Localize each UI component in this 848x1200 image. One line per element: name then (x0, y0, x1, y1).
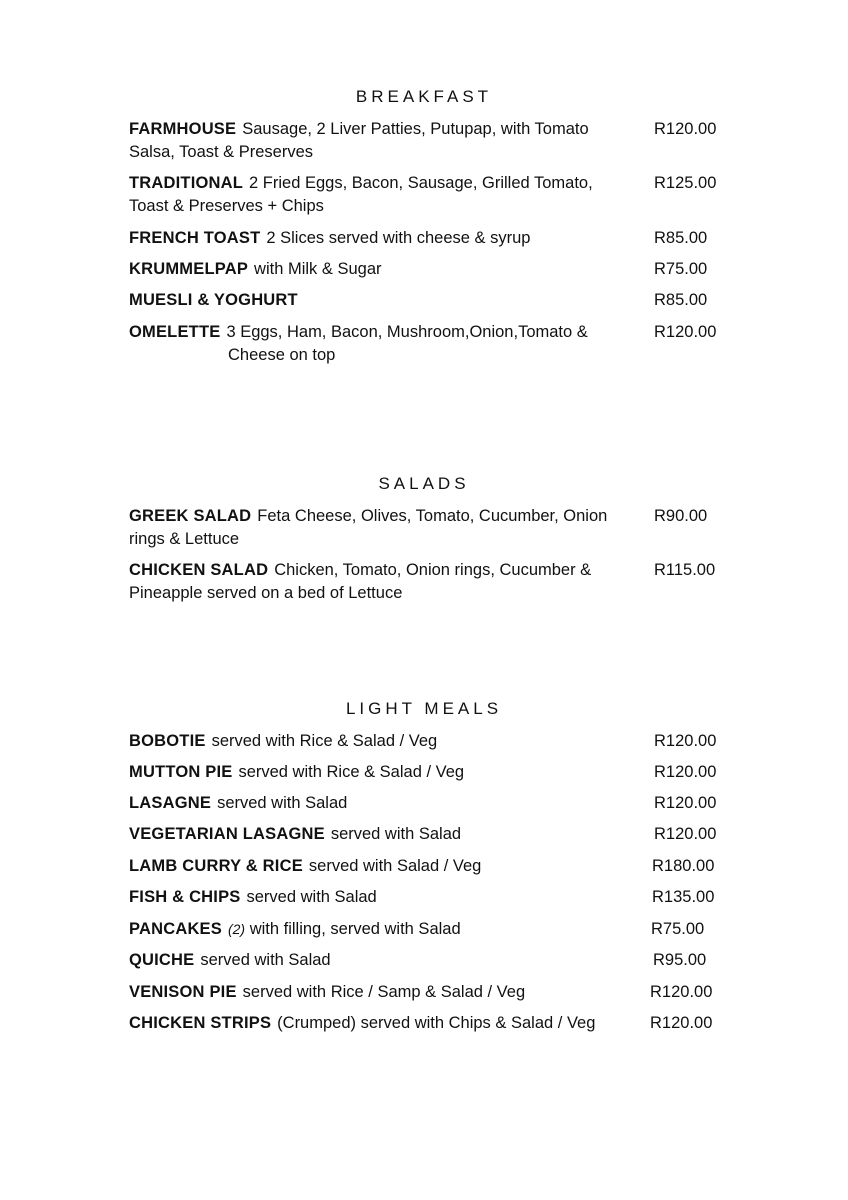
item-name: CHICKEN STRIPS (129, 1014, 272, 1032)
item-price: R95.00 (653, 951, 707, 969)
item-name: MUESLI & YOGHURT (129, 291, 298, 309)
menu-item-quiche (129, 949, 729, 972)
item-name: FARMHOUSE (129, 120, 237, 138)
menu-item-fish-chips (129, 886, 729, 909)
item-price: R115.00 (654, 561, 716, 579)
item-name: VENISON PIE (129, 983, 237, 1001)
item-name: OMELETTE (129, 323, 221, 341)
menu-item-bobotie (129, 730, 729, 753)
item-price: R120.00 (654, 120, 717, 138)
item-price: R90.00 (654, 507, 708, 525)
item-name: MUTTON PIE (129, 763, 233, 781)
item-quantity-note: (2) (227, 921, 246, 937)
item-price: R120.00 (654, 794, 717, 812)
salads-heading: SALADS (378, 474, 470, 493)
item-description: Feta Cheese, Olives, Tomato, Cucumber, Onion rings & Lettuce (129, 507, 608, 548)
item-description: served with Salad (217, 794, 348, 812)
menu-item-lasagne (129, 792, 729, 815)
item-price: R120.00 (650, 1014, 713, 1032)
item-description: 2 Slices served with cheese & syrup (266, 229, 531, 247)
menu-item-chicken-strips (129, 1012, 729, 1035)
item-price: R120.00 (654, 825, 717, 843)
menu-item-omelette (129, 321, 729, 367)
menu-item-farmhouse (129, 118, 729, 164)
item-name: LASAGNE (129, 794, 212, 812)
item-description: served with Rice / Samp & Salad / Veg (242, 983, 526, 1001)
menu-item-greek-salad (129, 505, 729, 551)
menu-item-muesli-yoghurt (129, 289, 729, 312)
item-price: R120.00 (654, 323, 717, 341)
menu-item-pancakes (129, 918, 729, 941)
item-price: R125.00 (654, 174, 717, 192)
item-price: R120.00 (650, 983, 713, 1001)
item-price: R85.00 (654, 291, 708, 309)
item-name: BOBOTIE (129, 732, 206, 750)
item-description: with Milk & Sugar (254, 260, 382, 278)
item-price: R75.00 (651, 920, 705, 938)
item-name: FISH & CHIPS (129, 888, 241, 906)
item-description: with filling, served with Salad (249, 920, 461, 938)
item-description: Sausage, 2 Liver Patties, Putupap, with Tomato Salsa, Toast & Preserves (129, 120, 589, 161)
item-name: FRENCH TOAST (129, 229, 261, 247)
item-name: GREEK SALAD (129, 507, 252, 525)
item-price: R120.00 (654, 763, 717, 781)
light-meals-heading: LIGHT MEALS (345, 699, 503, 718)
menu-item-mutton-pie (129, 761, 729, 784)
item-description: served with Rice & Salad / Veg (211, 732, 438, 750)
item-name: LAMB CURRY & RICE (129, 857, 303, 875)
item-description: (Crumped) served with Chips & Salad / Veg (277, 1014, 596, 1032)
item-name: VEGETARIAN LASAGNE (129, 825, 325, 843)
menu-item-lamb-curry (129, 855, 729, 878)
item-name: PANCAKES (129, 920, 222, 938)
menu-item-french-toast (129, 227, 729, 250)
menu-item-krummelpap (129, 258, 729, 281)
menu-item-chicken-salad (129, 559, 729, 605)
menu-item-traditional (129, 172, 729, 218)
menu-item-vegetarian-lasagne (129, 823, 729, 846)
item-description: 2 Fried Eggs, Bacon, Sausage, Grilled Tomato, Toast & Preserves + Chips (129, 174, 593, 215)
item-description: served with Salad (246, 888, 377, 906)
item-name: CHICKEN SALAD (129, 561, 269, 579)
item-price: R180.00 (652, 857, 715, 875)
item-description: 3 Eggs, Ham, Bacon, Mushroom,Onion,Tomato & (226, 323, 588, 341)
item-price: R120.00 (654, 732, 717, 750)
item-description: served with Salad (200, 951, 331, 969)
item-description-continued: Cheese on top (228, 346, 336, 364)
item-name: TRADITIONAL (129, 174, 244, 192)
item-name: QUICHE (129, 951, 195, 969)
menu-item-venison-pie (129, 981, 729, 1004)
item-description: served with Salad (330, 825, 462, 843)
breakfast-heading: BREAKFAST (355, 87, 493, 106)
item-price: R85.00 (654, 229, 708, 247)
item-price: R75.00 (654, 260, 708, 278)
item-description: served with Rice & Salad / Veg (238, 763, 465, 781)
item-price: R135.00 (652, 888, 715, 906)
item-name: KRUMMELPAP (129, 260, 249, 278)
item-description: Chicken, Tomato, Onion rings, Cucumber & Pineapple served on a bed of Lettuce (129, 561, 592, 602)
item-description: served with Salad / Veg (308, 857, 482, 875)
